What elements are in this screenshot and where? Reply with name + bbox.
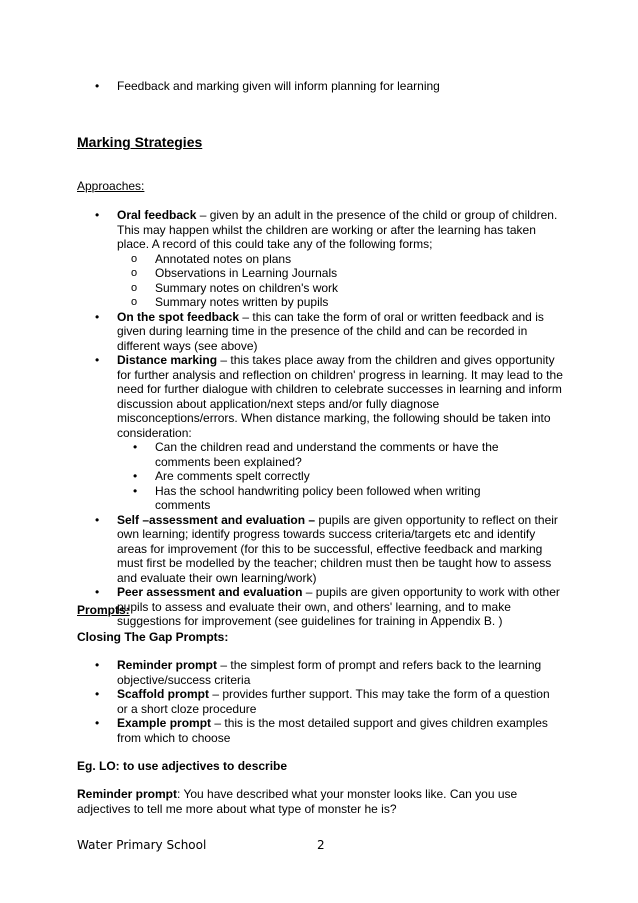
item-text: – this can take the form of oral or written feedback and is given during learning time in the presence of the child and can be recorded in different ways (see above)	[117, 309, 544, 353]
list-item	[117, 716, 557, 745]
item-title: Peer assessment and evaluation	[117, 585, 303, 599]
sub-list-item: • Can the children read and understand the comments or have the comments been explained?	[133, 440, 533, 469]
item-text: – pupils are given opportunity to work with other pupils to assess and evaluate their own, and others' learning, and to make suggestions for improvement (see guidelines for training in Appendix B. )	[117, 585, 560, 628]
item-title: Distance marking	[117, 353, 218, 367]
list-item	[117, 513, 563, 586]
prompts-label: Prompts:	[77, 603, 130, 617]
sub-list	[131, 252, 563, 310]
sub-list-item: o Summary notes written by pupils	[131, 295, 563, 310]
sub-list-item: o Annotated notes on plans	[131, 252, 563, 267]
sub-list-item: • Are comments spelt correctly	[133, 469, 533, 484]
footer-school-name: Water Primary School	[77, 838, 207, 852]
item-title: Reminder prompt	[117, 658, 218, 672]
item-text: – this is the most detailed support and gives children examples from which to choose	[117, 716, 548, 745]
list-item	[117, 687, 557, 716]
sub-list-item: o Observations in Learning Journals	[131, 266, 563, 281]
reminder-example	[77, 787, 537, 816]
sub-list-item: • Has the school handwriting policy been followed when writing comments	[133, 484, 533, 513]
sub-list-item: o Summary notes on children's work	[131, 281, 563, 296]
item-title: Scaffold prompt	[117, 687, 209, 701]
section-heading: Marking Strategies	[77, 134, 203, 150]
item-title: Oral feedback	[117, 208, 197, 222]
item-text: pupils are given opportunity to reflect on their own learning; identify progress towards success criteria/targets etc and identify areas for improvement (for this to be successful, effective feedback and marking must first be modelled by the teacher; children must then be taught how to assess and evaluate their own learning/work)	[117, 512, 558, 585]
list-item	[117, 208, 563, 310]
item-text: – this takes place away from the children and gives opportunity for further analysis and reflection on children' progress in learning. It may lead to the need for further dialogue with children to celebrate successes in learning and inform discussion about application/next steps and/or fully diagnose misconceptions/errors. When distance marking, the following should be taken into consideration:	[117, 353, 563, 440]
list-item	[117, 658, 557, 687]
item-text: – provides further support. This may take the form of a question or a short cloze procedure	[117, 687, 550, 716]
item-text: : You have described what your monster looks like. Can you use adjectives to tell me more about what type of monster he is?	[77, 787, 518, 816]
approaches-list	[117, 208, 563, 629]
item-title: Reminder prompt	[77, 787, 178, 801]
list-item	[117, 353, 563, 513]
item-text: – given by an adult in the presence of the child or group of children. This may happen whilst the children are working or after the learning has taken place. A record of this could take any of the following forms;	[117, 208, 558, 251]
list-item	[117, 310, 563, 354]
item-title: Example prompt	[117, 716, 212, 730]
footer-page-number: 2	[317, 838, 325, 852]
approaches-label: Approaches:	[77, 179, 145, 193]
item-title: Self –assessment and evaluation –	[117, 512, 316, 527]
item-title: On the spot feedback	[117, 309, 240, 324]
item-text: – the simplest form of prompt and refers back to the learning objective/success criteria	[117, 658, 542, 687]
top-bullet-list	[117, 79, 577, 94]
sub-list	[133, 440, 533, 513]
example-lo: Eg. LO: to use adjectives to describe	[77, 759, 288, 773]
list-item	[117, 585, 563, 629]
closing-gap-label: Closing The Gap Prompts:	[77, 630, 229, 644]
prompts-list	[117, 658, 557, 745]
list-item: • Feedback and marking given will inform planning for learning	[117, 79, 577, 94]
